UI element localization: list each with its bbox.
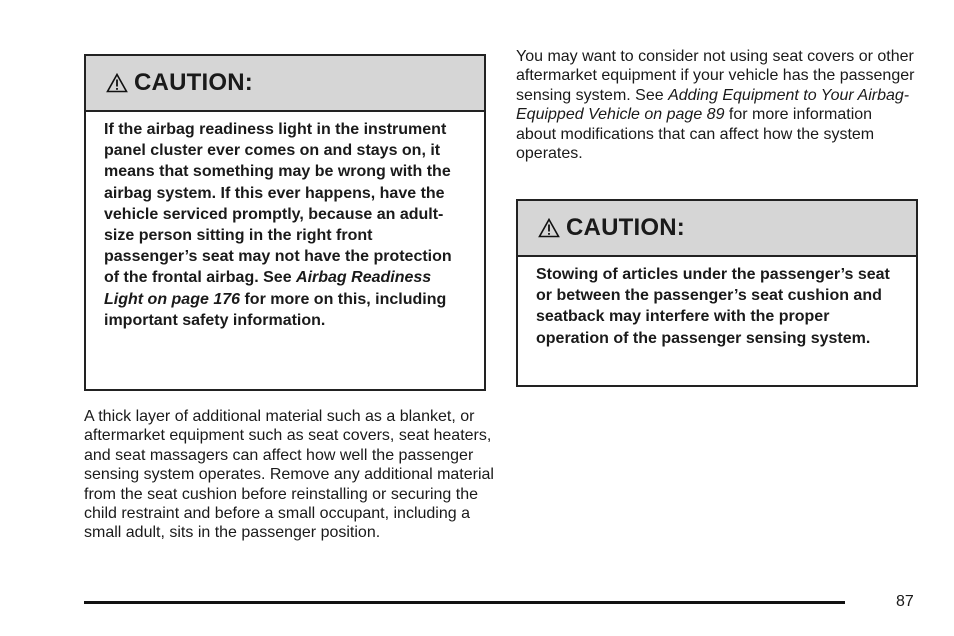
caution-header <box>518 201 916 257</box>
body-paragraph-additional-material: A thick layer of additional material such as a blanket, or aftermarket equipment such as seat covers, seat heaters, and seat massagers can affect how well the passenger sensing system operates. Remove any additional material from the seat cushion before reinstalling or securing the child restraint and before a small occupant, including a small adult, sits in the passenger position. <box>84 408 494 542</box>
warning-triangle-icon <box>538 218 560 238</box>
caution-title: CAUTION: <box>566 214 685 241</box>
body-paragraph-seat-covers: You may want to consider not using seat covers or other aftermarket equipment if your vehicle has the passenger sensing system. See Adding Equipment to Your Airbag-Equipped Vehicle on page 89 for more information about modifications that can affect how the system operates. <box>516 48 915 163</box>
cross-reference-link[interactable]: Adding Equipment to Your Airbag-Equipped Vehicle on page 89 <box>516 86 910 124</box>
caution-text: Stowing of articles under the passenger’s seat or between the passenger’s seat cushion and seatback may interfere with the proper operation of the passenger sensing system. <box>536 266 890 347</box>
footer-divider <box>84 601 845 604</box>
caution-box-airbag-light <box>84 54 486 391</box>
caution-title: CAUTION: <box>134 69 253 96</box>
warning-triangle-icon <box>106 73 128 93</box>
page-number: 87 <box>896 593 914 610</box>
cross-reference-link[interactable]: Airbag Readiness Light on page 176 <box>104 269 432 308</box>
caution-header <box>86 56 484 112</box>
caution-text: If the airbag readiness light in the instrument panel cluster ever comes on and stays on, it means that something may be wrong with the airbag system. If this ever happens, have the vehicle serviced promptly, because an adult-size person sitting in the right front passenger’s seat may not have the protection of the frontal airbag. See Airbag Readiness Light on page 176 for more on this, including important safety information. <box>104 121 452 329</box>
caution-box-stowing-articles <box>516 199 918 387</box>
